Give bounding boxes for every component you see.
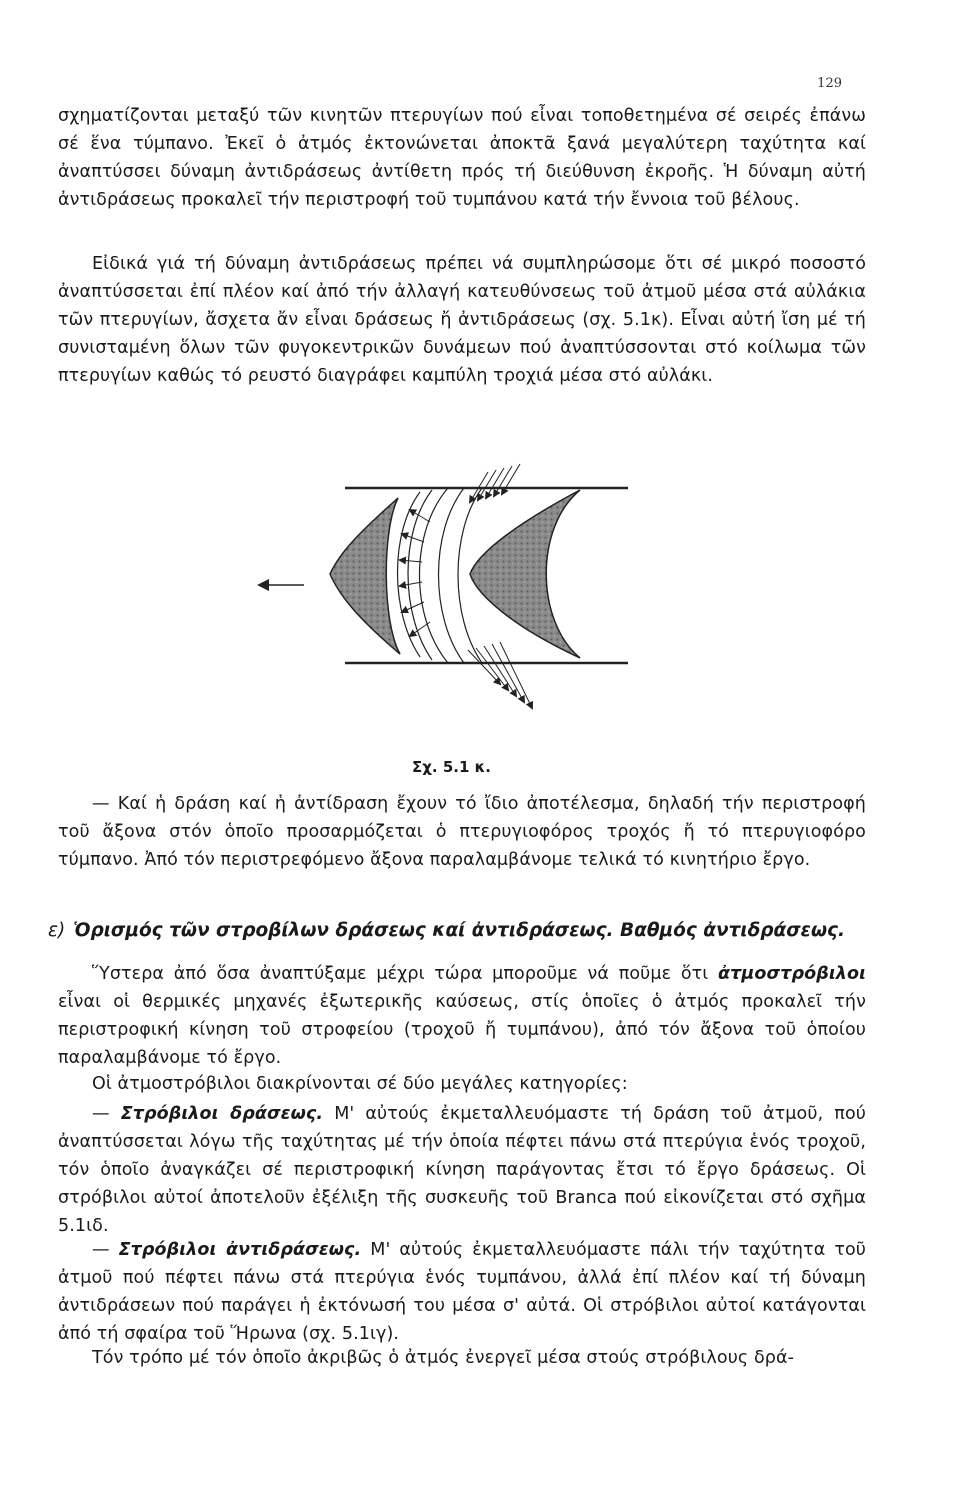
paragraph-8: Τόν τρόπο μέ τόν ὁποῖο ἀκριβῶς ὁ ἀτμός ἐνεργεῖ μέσα στούς στρόβιλους δρά- bbox=[92, 1348, 795, 1368]
term-atmostroviloi: ἀτμοστρόβιλοι bbox=[718, 964, 866, 984]
term-reaction-turbines: Στρόβιλοι ἀντιδράσεως. bbox=[118, 1240, 362, 1260]
paragraph-6 bbox=[58, 1100, 866, 1240]
section-marker: ε) bbox=[48, 920, 66, 941]
paragraph-6-lead: — bbox=[92, 1104, 121, 1124]
paragraph-7-rest: Μ' αὐτούς ἐκμεταλλευόμαστε πάλι τήν ταχύτητα τοῦ ἀτμοῦ πού πέφτει πάνω στά πτερύγια ἑνός τυμπάνου, ἀλλά ἐπί πλέον καί τή δύναμη ἀντιδράσεων πού παράγει ἡ ἐκτόνωσή του μέσα σ' αὐτά. Οἱ στρόβιλοι αὐτοί κατάγονται ἀπό τή σφαίρα τοῦ Ἥρωνα (σχ. 5.1ιγ). bbox=[58, 1240, 866, 1344]
turbine-blade-figure bbox=[250, 452, 750, 752]
paragraph-1: σχηματίζονται μεταξύ τῶν κινητῶν πτερυγίων πού εἶναι τοποθετημένα σέ σειρές ἐπάνω σέ ἕνα τύμπανο. Ἐκεῖ ὁ ἀτμός ἐκτονώνεται ἀποκτᾶ ξανά μεγαλύτερη ταχύτητα καί ἀναπτύσσει δύναμη ἀντιδράσεως ἀντίθετη πρός τή διεύθυνση ἐκροῆς. Ἡ δύναμη αὐτή ἀντιδράσεως προκαλεῖ τήν περιστροφή τοῦ τυμπάνου κατά τήν ἔννοια τοῦ βέλους. bbox=[58, 106, 866, 210]
paragraph-2: Εἰδικά γιά τή δύναμη ἀντιδράσεως πρέπει νά συμπληρώσομε ὅτι σέ μικρό ποσοστό ἀναπτύσσεται ἐπί πλέον καί ἀπό τήν ἀλλαγή κατευθύνσεως τοῦ ἀτμοῦ μέσα στά αὐλάκια τῶν πτερυγίων, ἄσχετα ἄν εἶναι δράσεως ἤ ἀντιδράσεως (σχ. 5.1κ). Εἶναι αὐτή ἴση μέ τή συνισταμένη ὅλων τῶν φυγοκεντρικῶν δυνάμεων πού ἀναπτύσσονται στό κοίλωμα τῶν πτερυγίων καθώς τό ρευστό διαγράφει καμπύλη τροχιά μέσα στό αὐλάκι. bbox=[58, 254, 866, 386]
paragraph-5: Οἱ ἀτμοστρόβιλοι διακρίνονται σέ δύο μεγάλες κατηγορίες: bbox=[92, 1074, 628, 1094]
paragraph-7 bbox=[58, 1236, 866, 1348]
right-blade bbox=[470, 490, 580, 658]
paragraph-6-rest: Μ' αὐτούς ἐκμεταλλευόμαστε τή δράση τοῦ ἀτμοῦ, πού ἀναπτύσσεται λόγω τῆς ταχύτητας μέ τήν ὁποία πέφτει πάνω στά πτερύγια ἑνός τροχοῦ, τόν ὁποῖο ἀναγκάζει σέ περιστροφική κίνηση παράγοντας ἔτσι τό ἔργο δράσεως. Οἱ στρόβιλοι αὐτοί ἀποτελοῦν ἐξέλιξη τῆς συσκευῆς τοῦ Branca πού εἰκονίζεται στό σχῆμα 5.1ιδ. bbox=[58, 1104, 866, 1236]
section-title: Ὁρισμός τῶν στροβίλων δράσεως καί ἀντιδράσεως. Βαθμός ἀντιδράσεως. bbox=[73, 920, 846, 941]
left-blade bbox=[330, 498, 400, 654]
paragraph-4-pre: Ὕστερα ἀπό ὅσα ἀναπτύξαμε μέχρι τώρα μποροῦμε νά ποῦμε ὅτι bbox=[92, 964, 718, 984]
term-action-turbines: Στρόβιλοι δράσεως. bbox=[120, 1104, 324, 1124]
figure-caption: Σχ. 5.1 κ. bbox=[412, 758, 491, 776]
page-number: 129 bbox=[817, 76, 842, 91]
paragraph-4-post: εἶναι οἱ θερμικές μηχανές ἐξωτερικῆς καύσεως, στίς ὁποῖες ὁ ἀτμός προκαλεῖ τήν περιστροφική κίνηση τοῦ στροφείου (τροχοῦ ἤ τυμπάνου), ἀπό τόν ἄξονα τοῦ ὁποίου παραλαμβάνομε τό ἔργο. bbox=[58, 992, 866, 1068]
paragraph-7-lead: — bbox=[92, 1240, 119, 1260]
section-heading bbox=[48, 920, 868, 941]
paragraph-3: — Καί ἡ δράση καί ἡ ἀντίδραση ἔχουν τό ἴδιο ἀποτέλεσμα, δηλαδή τήν περιστροφή τοῦ ἄξονα στόν ὁποῖο προσαρμόζεται ὁ πτερυγιοφόρος τροχός ἤ τό πτερυγιοφόρο τύμπανο. Ἀπό τόν περιστρεφόμενο ἄξονα παραλαμβάνομε τελικά τό κινητήριο ἔργο. bbox=[58, 794, 866, 870]
paragraph-4 bbox=[58, 960, 866, 1072]
